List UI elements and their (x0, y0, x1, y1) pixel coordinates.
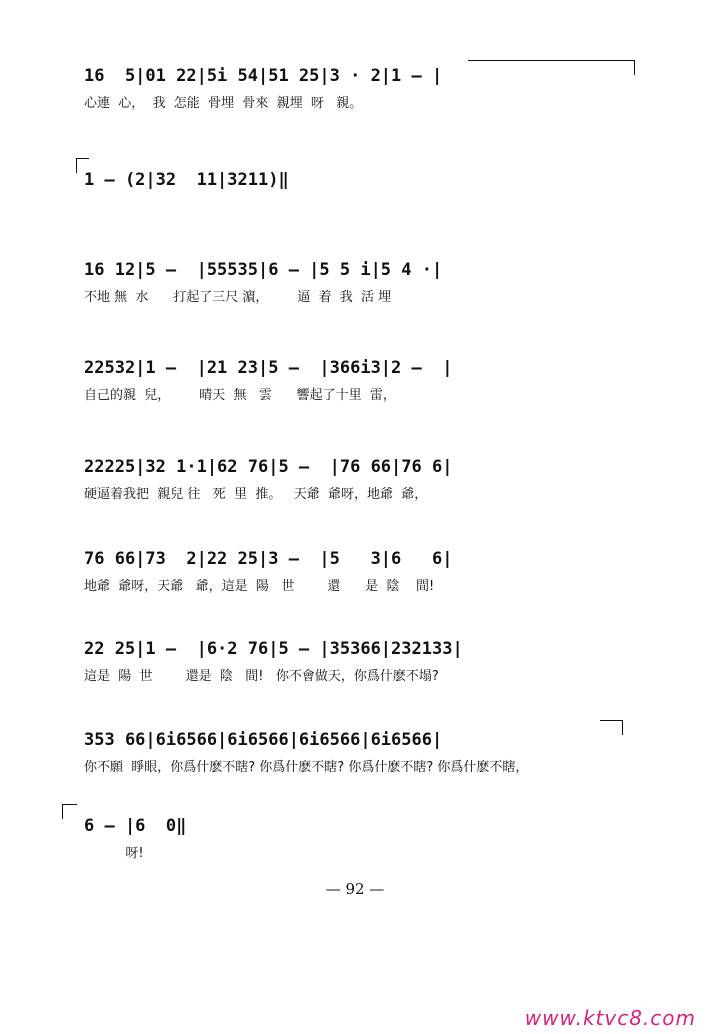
notes-line: 22532|1 — |21 23|5 — |366i3|2 — | (84, 358, 453, 378)
score-system-5 (84, 455, 644, 503)
score-system-8 (84, 728, 644, 776)
score-system-7 (84, 637, 644, 685)
lyrics-line: 你不願 睜眼，你爲什麽不瞎? 你爲什麽不瞎? 你爲什麽不瞎? 你爲什麽不瞎， (84, 760, 529, 775)
lyrics-line: 這是 陽 世 還是 陰 間! 你不會做天，你爲什麽不塌? (84, 669, 439, 684)
lyrics-line: 地爺 爺呀，天爺 爺，這是 陽 世 還 是 陰 間! (84, 579, 435, 594)
lyrics-line: 硬逼着我把 親兒 往 死 里 推。 天爺 爺呀，地爺 爺， (84, 487, 428, 502)
lyrics-line: 不地 無 水 打起了三尺 濵， 逼 着 我 活 埋 (84, 290, 392, 305)
notes-line: 16 12|5 — |55535|6 — |5 5 i|5 4 ·| (84, 260, 443, 280)
page-number: — 92 — (325, 880, 385, 898)
notes-line: 22 25|1 — |6·2 76|5 — |35366|232133| (84, 639, 463, 659)
notes-line: 16 5|01 22|5i 54|51 25|3 · 2|1 — | (84, 66, 443, 86)
notes-line: 22225|32 1·1|62 76|5 — |76 66|76 6| (84, 457, 453, 477)
notes-line: 353 66|6i6566|6i6566|6i6566|6i6566| (84, 730, 443, 750)
notes-line: 76 66|73 2|22 25|3 — |5 3|6 6| (84, 549, 453, 569)
notes-line: 6 — |6 0‖ (84, 816, 187, 836)
volta-bracket (468, 60, 635, 75)
score-system-3 (84, 258, 644, 306)
lyrics-line: 自己的親 兒， 晴天 無 雲 響起了十里 雷， (84, 388, 396, 403)
lyrics-line: 心連 心， 我 怎能 骨埋 骨來 親埋 呀 親。 (84, 96, 363, 111)
score-system-6 (84, 547, 644, 595)
lyrics-line: 呀! (84, 846, 144, 861)
watermark-text: www.ktvc8.com (524, 1006, 696, 1030)
score-system-2 (84, 168, 644, 200)
score-system-9 (84, 814, 644, 862)
volta-bracket (62, 804, 77, 819)
notes-line: 1 — (2|32 11|3211)‖ (84, 170, 289, 190)
score-system-4 (84, 356, 644, 404)
